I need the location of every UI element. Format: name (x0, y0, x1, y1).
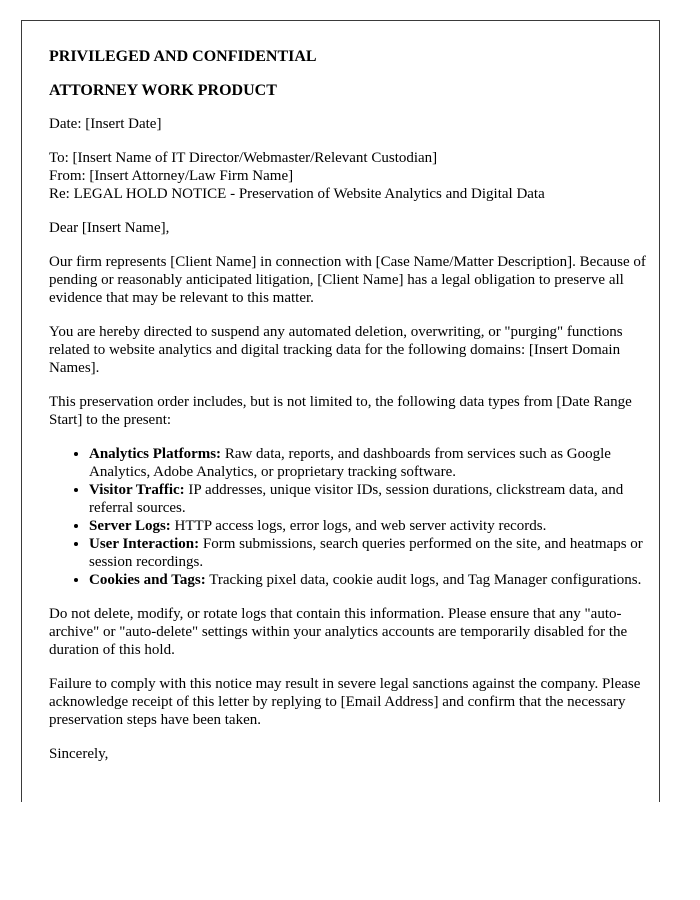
memo-header-block (49, 149, 649, 203)
list-item-label: Visitor Traffic: (89, 482, 185, 498)
list-item (89, 481, 649, 517)
list-item-text: HTTP access logs, error logs, and web server activity records. (170, 518, 547, 534)
list-item-text: IP addresses, unique visitor IDs, session durations, clickstream data, and referral sources. (89, 482, 624, 516)
list-item-text: Raw data, reports, and dashboards from services such as Google Analytics, Adobe Analytics, or proprietary tracking software. (89, 446, 611, 480)
list-item-label: User Interaction: (89, 536, 200, 552)
re-line: Re: LEGAL HOLD NOTICE - Preservation of Website Analytics and Digital Data (49, 186, 545, 202)
list-item-label: Cookies and Tags: (89, 572, 206, 588)
list-item (89, 445, 649, 481)
data-types-list (49, 445, 649, 589)
closing: Sincerely, (49, 746, 109, 762)
salutation: Dear [Insert Name], (49, 220, 170, 236)
paragraph-do-not-delete: Do not delete, modify, or rotate logs that contain this information. Please ensure that any "auto-archive" or "auto-delete" settings within your analytics accounts are temporarily disabled for the duration of this hold. (49, 606, 628, 658)
from-line: From: [Insert Attorney/Law Firm Name] (49, 168, 294, 184)
paragraph-scope: This preservation order includes, but is not limited to, the following data types from [Date Range Start] to the present: (49, 394, 632, 428)
letter-page (21, 20, 660, 802)
list-item (89, 535, 649, 571)
list-item-text: Form submissions, search queries performed on the site, and heatmaps or session recordings. (89, 536, 643, 570)
paragraph-intro: Our firm represents [Client Name] in connection with [Case Name/Matter Description]. Because of pending or reasonably anticipated litigation, [Client Name] has a legal obligation to preserve all evidence that may be relevant to this matter. (49, 254, 646, 306)
paragraph-failure-to-comply: Failure to comply with this notice may result in severe legal sanctions against the company. Please acknowledge receipt of this letter by replying to [Email Address] and confirm that the necessary preservation steps have been taken. (49, 676, 641, 728)
to-line: To: [Insert Name of IT Director/Webmaster/Relevant Custodian] (49, 150, 438, 166)
list-item-label: Analytics Platforms: (89, 446, 222, 462)
list-item-label: Server Logs: (89, 518, 171, 534)
letter-body (49, 47, 649, 779)
list-item-text: Tracking pixel data, cookie audit logs, and Tag Manager configurations. (205, 572, 642, 588)
list-item (89, 571, 649, 589)
heading-privileged-confidential: PRIVILEGED AND CONFIDENTIAL (49, 48, 317, 65)
heading-attorney-work-product: ATTORNEY WORK PRODUCT (49, 82, 277, 99)
list-item (89, 517, 649, 535)
paragraph-directive: You are hereby directed to suspend any automated deletion, overwriting, or "purging" functions related to website analytics and digital tracking data for the following domains: [Insert Domain Names]. (49, 324, 623, 376)
date-line: Date: [Insert Date] (49, 116, 162, 132)
